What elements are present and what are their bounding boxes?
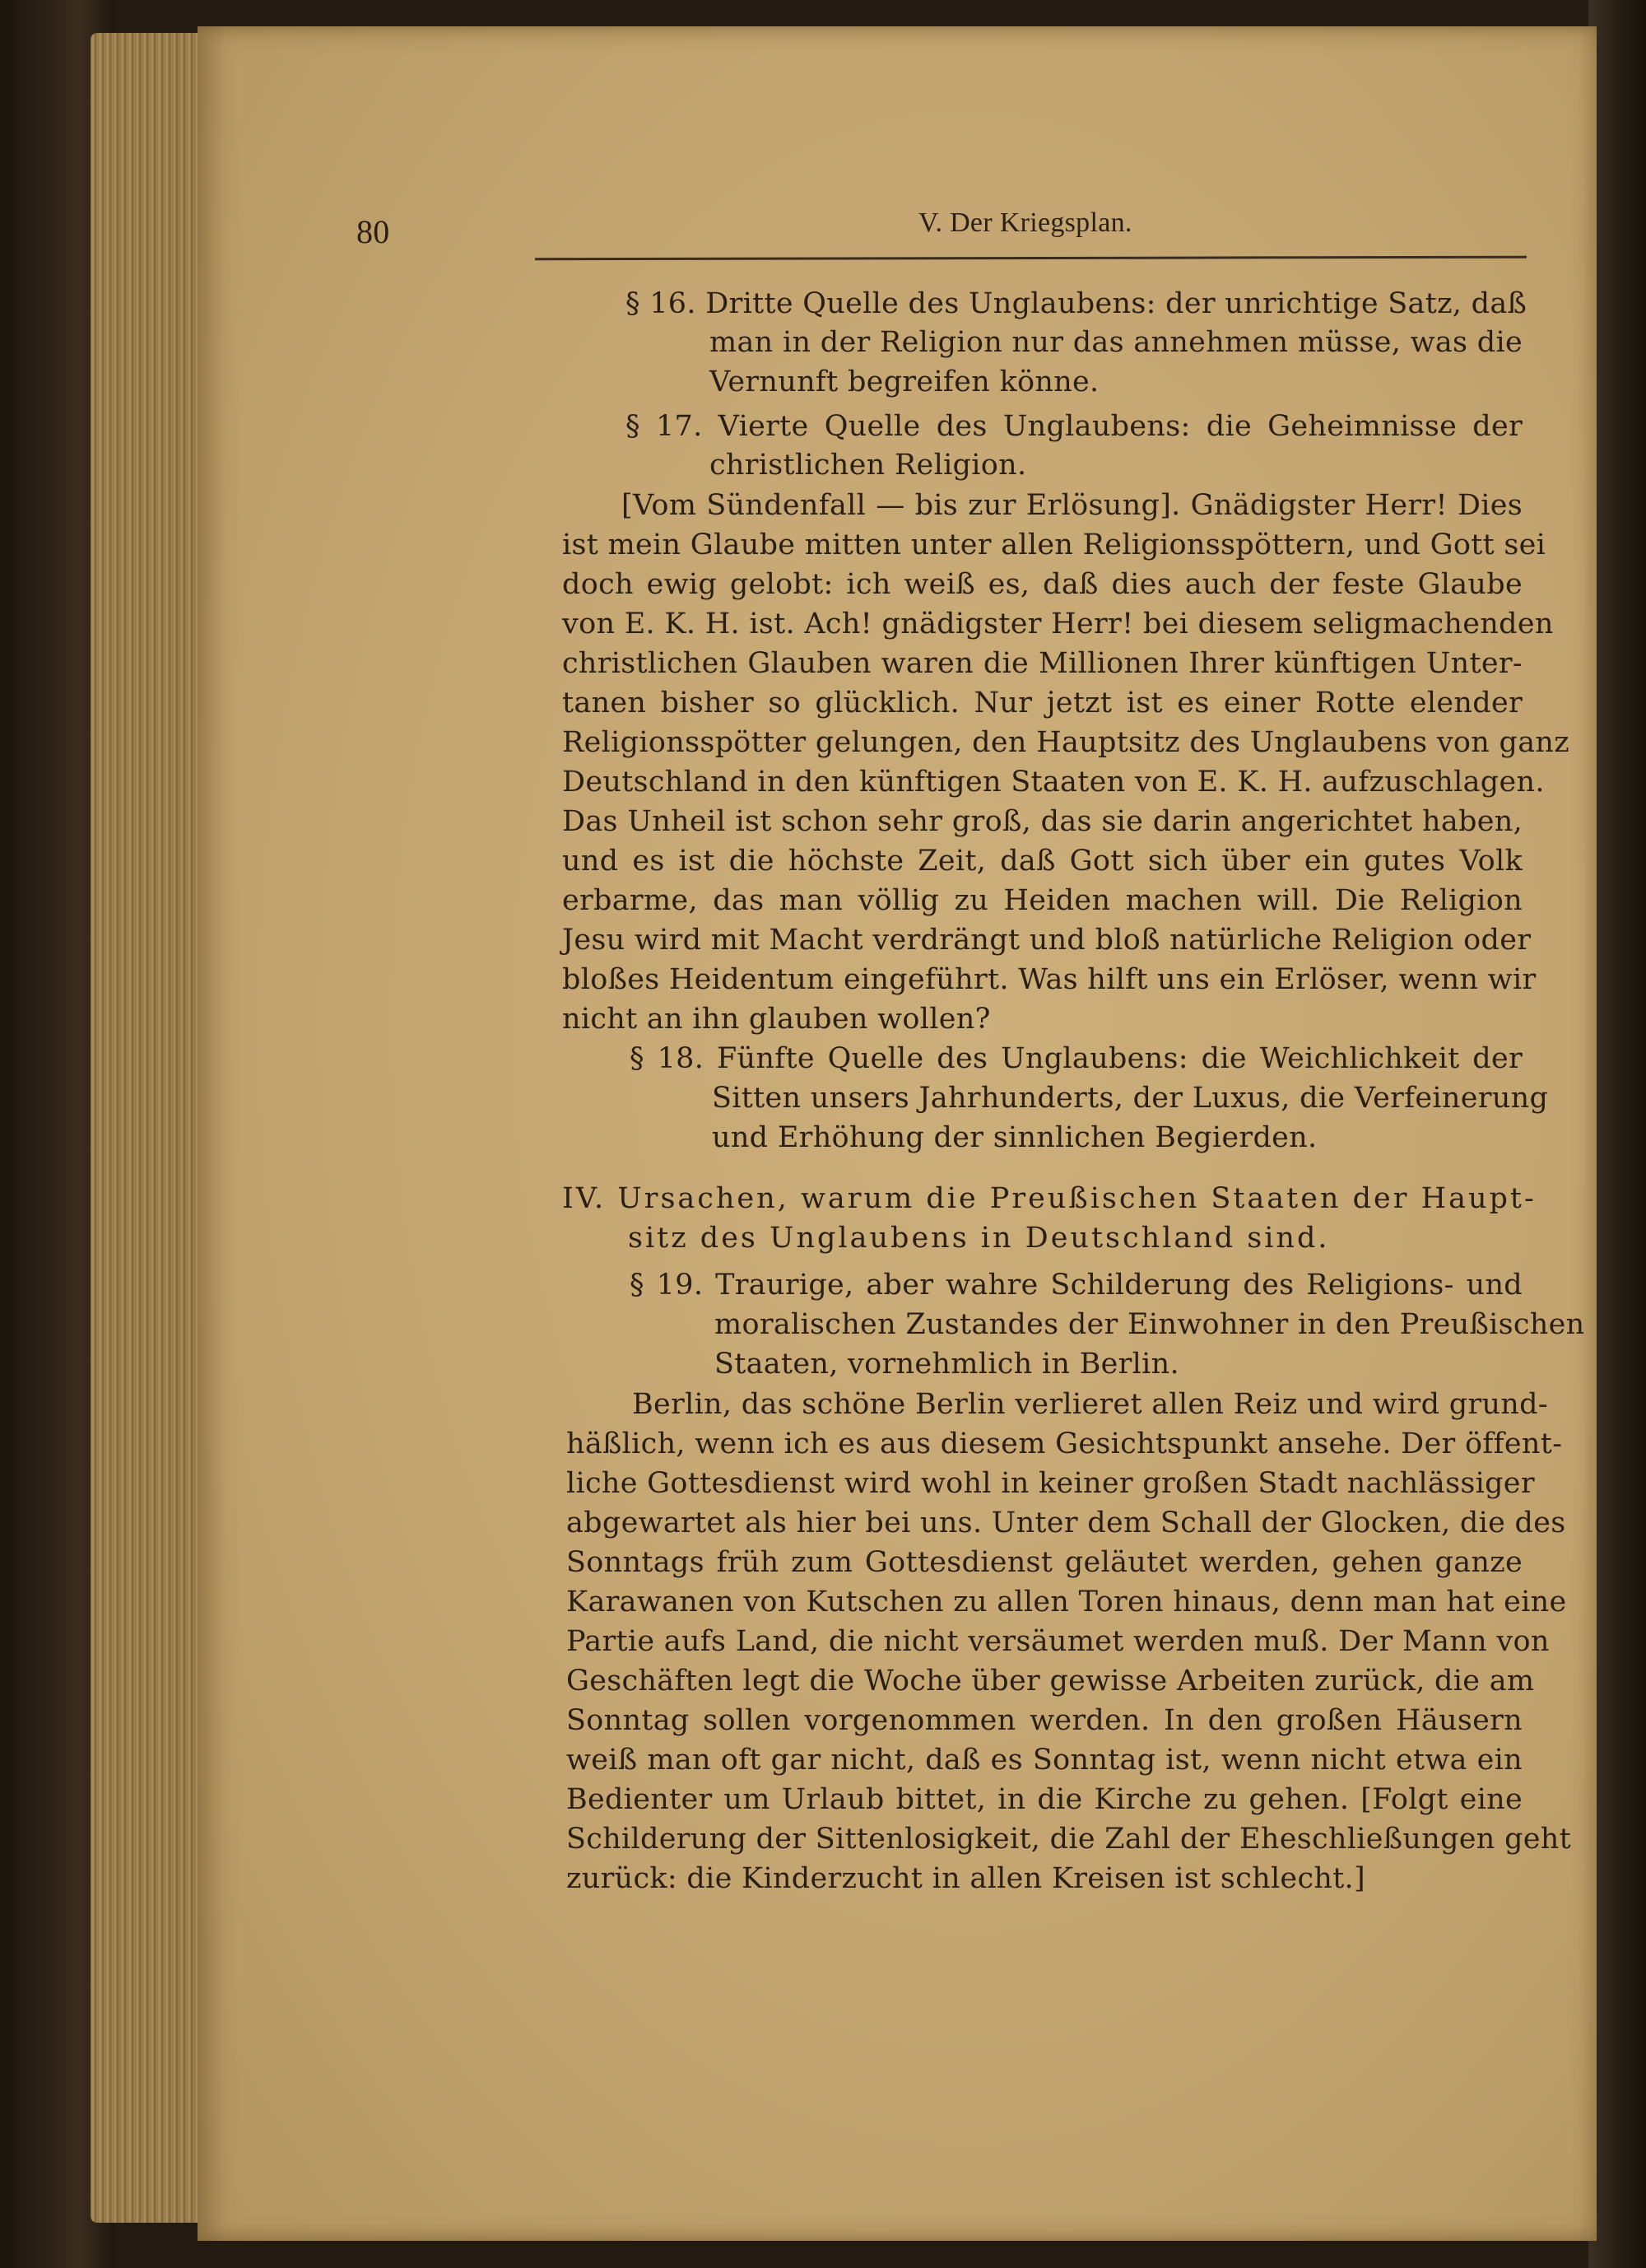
text-line: Bedienter um Urlaub bittet, in die Kirche zu gehen. [Folgt eine (566, 1783, 1523, 1816)
section-heading: sitz des Unglaubens in Deutschland sind. (628, 1222, 1330, 1255)
text-line: bloßes Heidentum eingeführt. Was hilft uns ein Erlöser, wenn wir (562, 963, 1537, 996)
text-line: und es ist die höchste Zeit, daß Gott sich über ein gutes Volk (562, 845, 1523, 878)
text-line: Geschäften legt die Woche über gewisse Arbeiten zurück, die am (566, 1665, 1535, 1698)
text-line: Schilderung der Sittenlosigkeit, die Zahl der Eheschließungen geht (566, 1823, 1571, 1856)
text-line: häßlich, wenn ich es aus diesem Gesichtspunkt ansehe. Der öffent- (566, 1427, 1563, 1460)
text-line: man in der Religion nur das annehmen müsse, was die (709, 326, 1523, 359)
text-line: und Erhöhung der sinnlichen Begierden. (712, 1121, 1318, 1154)
text-line: § 18. Fünfte Quelle des Unglaubens: die Weichlichkeit der (630, 1042, 1523, 1075)
text-line: abgewartet als hier bei uns. Unter dem Schall der Glocken, die des (566, 1507, 1566, 1539)
text-line: [Vom Sündenfall — bis zur Erlösung]. Gnädigster Herr! Dies (621, 489, 1523, 522)
text-line: erbarme, das man völlig zu Heiden machen will. Die Religion (562, 884, 1523, 917)
text-line: § 16. Dritte Quelle des Unglaubens: der unrichtige Satz, daß (625, 287, 1527, 320)
text-line: nicht an ihn glauben wollen? (562, 1003, 991, 1036)
text-line: zurück: die Kinderzucht in allen Kreisen ist schlecht.] (566, 1862, 1365, 1895)
text-line: Karawanen von Kutschen zu allen Toren hinaus, denn man hat eine (566, 1586, 1567, 1618)
text-line: tanen bisher so glücklich. Nur jetzt ist es einer Rotte elender (562, 687, 1523, 720)
text-line: Deutschland in den künftigen Staaten von E. K. H. aufzuschlagen. (562, 766, 1545, 799)
text-line: Sonntag sollen vorgenommen werden. In den großen Häusern (566, 1704, 1523, 1737)
text-line: Das Unheil ist schon sehr groß, das sie darin angerichtet haben, (562, 805, 1523, 838)
text-line: christlichen Glauben waren die Millionen Ihrer künftigen Unter- (562, 647, 1523, 680)
page-edges (91, 33, 214, 2223)
text-line: § 17. Vierte Quelle des Unglaubens: die Geheimnisse der (625, 410, 1523, 443)
text-line: Berlin, das schöne Berlin verlieret allen Reiz und wird grund- (632, 1388, 1548, 1421)
text-line: Jesu wird mit Macht verdrängt und bloß natürliche Religion oder (562, 924, 1532, 957)
text-line: von E. K. H. ist. Ach! gnädigster Herr! bei diesem seligmachenden (562, 608, 1554, 640)
right-book-edge (1588, 0, 1646, 2268)
text-line: christlichen Religion. (709, 449, 1027, 482)
text-line: moralischen Zustandes der Einwohner in den Preußischen (714, 1308, 1585, 1341)
text-line: doch ewig gelobt: ich weiß es, daß dies auch der feste Glaube (562, 568, 1523, 601)
text-line: ist mein Glaube mitten unter allen Religionsspöttern, und Gott sei (562, 529, 1546, 561)
text-line: Religionsspötter gelungen, den Hauptsitz des Unglaubens von ganz (562, 726, 1569, 759)
text-line: Partie aufs Land, die nicht versäumet werden muß. Der Mann von (566, 1625, 1550, 1658)
text-line: Sonntags früh zum Gottesdienst geläutet werden, gehen ganze (566, 1546, 1523, 1579)
text-line: Staaten, vornehmlich in Berlin. (714, 1348, 1179, 1381)
text-line: Sitten unsers Jahrhunderts, der Luxus, die Verfeinerung (712, 1082, 1549, 1115)
section-heading: IV. Ursachen, warum die Preußischen Staaten der Haupt- (562, 1182, 1537, 1215)
running-title: V. Der Kriegsplan. (918, 207, 1132, 238)
text-line: Vernunft begreifen könne. (709, 366, 1100, 398)
page-number: 80 (356, 213, 390, 250)
text-line: weiß man oft gar nicht, daß es Sonntag ist, wenn nicht etwa ein (566, 1744, 1523, 1777)
text-line: § 19. Traurige, aber wahre Schilderung des Religions- und (630, 1269, 1523, 1302)
text-line: liche Gottesdienst wird wohl in keiner großen Stadt nachlässiger (566, 1467, 1535, 1500)
